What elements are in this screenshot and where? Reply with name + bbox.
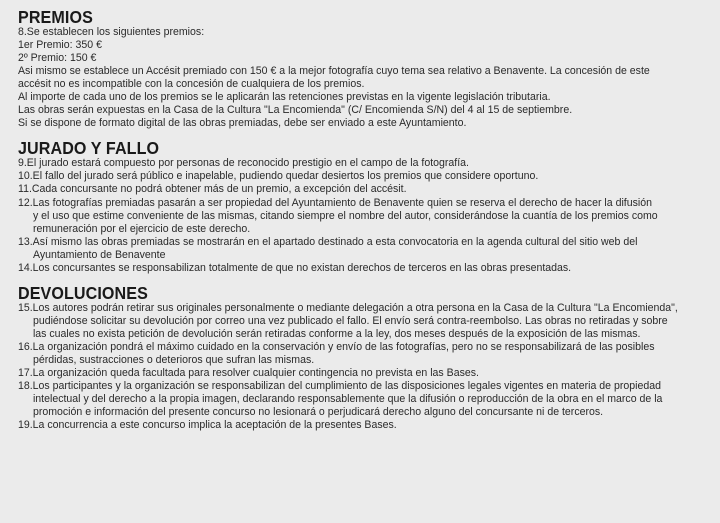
premios-line: Si se dispone de formato digital de las obras premiadas, debe ser enviado a este Ayuntamiento. (18, 117, 467, 130)
premios-line: 1er Premio: 350 € (18, 39, 102, 52)
jurado-line: remuneración por el ejercicio de este derecho. (32, 222, 251, 235)
jurado-line: Ayuntamiento de Benavente (32, 248, 166, 261)
devoluciones-line: 18.Los participantes y la organización se responsabilizan del cumplimiento de las disposiciones legales vigentes en materia de propiedad (18, 380, 661, 393)
jurado-line: 11.Cada concursante no podrá obtener más de un premio, a excepción del accésit. (18, 183, 407, 196)
devoluciones-line: pérdidas, sustracciones o deterioros que sufran las mismas. (32, 353, 315, 366)
jurado-line: 13.Así mismo las obras premiadas se mostrarán en el apartado destinado a esta convocatoria en la agenda cultural del sitio web del (18, 235, 638, 248)
devoluciones-line: promoción e información del presente concurso no lesionará o perjudicará derecho alguno del concursante ni de terceros. (32, 406, 604, 419)
section-devoluciones (18, 284, 710, 432)
premios-line: Al importe de cada uno de los premios se le aplicarán las retenciones previstas en la vigente legislación tributaria. (18, 91, 551, 104)
devoluciones-item (18, 380, 710, 419)
devoluciones-line: pudiéndose solicitar su devolución por correo una vez publicado el fallo. El envío será contra-reembolso. Las obras no retiradas y sobre (32, 314, 668, 327)
jurado-item (18, 197, 710, 236)
devoluciones-item (18, 341, 710, 367)
jurado-item (18, 170, 710, 183)
section-jurado-y-fallo (18, 139, 710, 274)
devoluciones-line: 17.La organización queda facultada para resolver cualquier contingencia no prevista en las Bases. (18, 367, 479, 380)
devoluciones-line: 16.La organización pondrá el máximo cuidado en la conservación y envío de las fotografías, pero no se responsabilizará de las posibles (18, 340, 655, 353)
devoluciones-item (18, 367, 710, 380)
premios-line: Asi mismo se establece un Accésit premiado con 150 € a la mejor fotografía cuyo tema sea relativo a Benavente. La concesión de este (18, 65, 650, 78)
premios-line: 2º Premio: 150 € (18, 52, 97, 65)
jurado-item (18, 262, 710, 275)
premios-line: accésit no es incompatible con la concesión de cualquiera de los premios. (18, 78, 365, 91)
jurado-line: 10.El fallo del jurado será público e inapelable, pudiendo quedar desiertos los premios que considere oportuno. (18, 170, 539, 183)
section-premios (18, 8, 710, 130)
section-title-devoluciones: DEVOLUCIONES (18, 282, 148, 303)
jurado-line: 9.El jurado estará compuesto por personas de reconocido prestigio en el campo de la fotografía. (18, 157, 469, 170)
jurado-item (18, 236, 710, 262)
premios-line: 8.Se establecen los siguientes premios: (18, 26, 205, 38)
devoluciones-line: 15.Los autores podrán retirar sus originales personalmente o mediante delegación a otra persona en la Casa de la Cultura "La Encomienda", (18, 301, 678, 314)
devoluciones-line: intelectual y del derecho a la propia imagen, declarando responsablemente que la difusión o reproducción de la obra en el marco de la (32, 393, 663, 406)
premios-line: Las obras serán expuestas en la Casa de la Cultura "La Encomienda" (C/ Encomienda S/N) del 4 al 15 de septiembre. (18, 104, 573, 117)
jurado-item (18, 157, 710, 170)
section-title-premios: PREMIOS (18, 7, 93, 27)
jurado-line: 12.Las fotografías premiadas pasarán a ser propiedad del Ayuntamiento de Benavente quien se reserva el derecho de hacer la difusión (18, 196, 652, 209)
devoluciones-line: 19.La concurrencia a este concurso implica la aceptación de la presentes Bases. (18, 419, 397, 432)
devoluciones-item (18, 419, 710, 432)
jurado-line: y el uso que estime conveniente de las mismas, citando siempre el nombre del autor, considerándose la cuantía de los premios como (32, 209, 658, 222)
section-title-jurado: JURADO Y FALLO (18, 138, 160, 159)
devoluciones-item (18, 302, 710, 341)
jurado-item (18, 183, 710, 196)
jurado-line: 14.Los concursantes se responsabilizan totalmente de que no existan derechos de terceros en las obras presentadas. (18, 261, 572, 274)
devoluciones-line: las cuales no exista petición de devolución serán retiradas conforme a la ley, dos meses después de la exposición de las mismas. (32, 327, 641, 340)
